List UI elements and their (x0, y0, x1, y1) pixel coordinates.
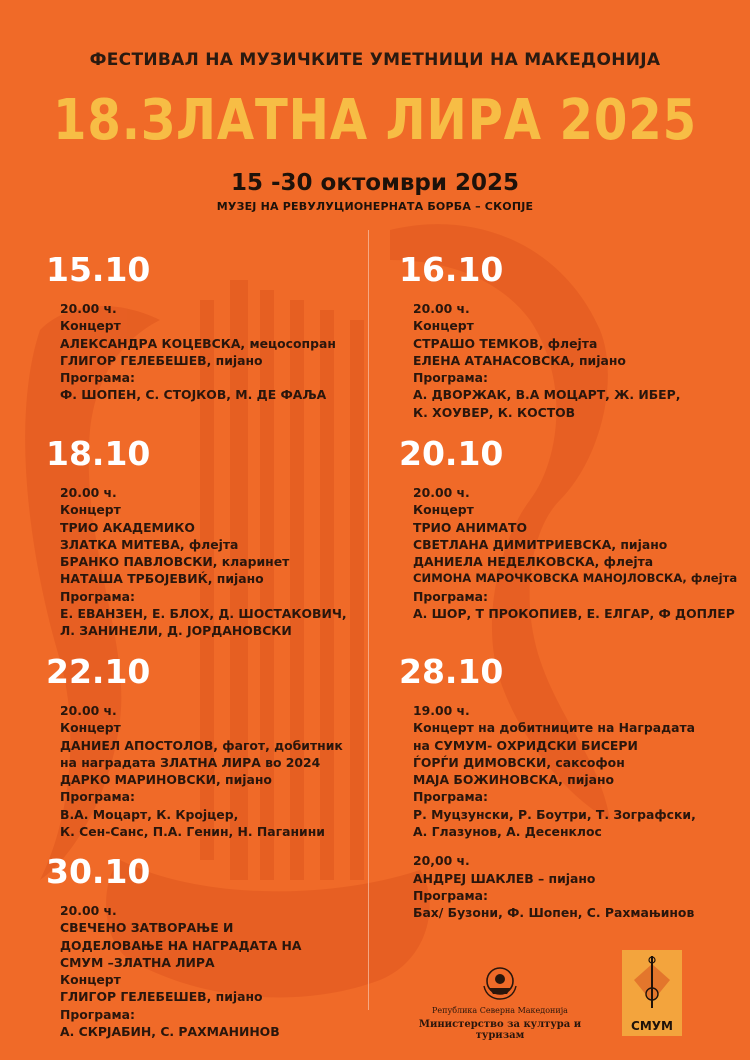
event-line: Концерт (60, 318, 121, 334)
event-20-10 (399, 434, 738, 622)
event-line: Ф. ШОПЕН, С. СТОЈКОВ, М. ДЕ ФАЉА (60, 387, 327, 403)
event-line: Програма: (60, 370, 135, 386)
event-date: 18.10 (46, 434, 151, 473)
event-line: БРАНКО ПАВЛОВСКИ, кларинет (60, 554, 290, 570)
event-line: К. ХОУВЕР, К. КОСТОВ (413, 404, 576, 420)
event-22-10 (46, 652, 343, 840)
republic-label: Република Северна Македонија (432, 1006, 568, 1015)
event-date: 22.10 (46, 652, 151, 691)
event-time: 20.00 ч. (60, 301, 117, 316)
event-date: 16.10 (399, 250, 504, 289)
event-line: Програма: (60, 588, 135, 604)
festival-title: 18.ЗЛАТНА ЛИРА 2025 (52, 88, 698, 153)
event-date: 28.10 (399, 652, 504, 691)
coat-of-arms-icon (480, 966, 520, 1000)
event-line: Програма: (413, 370, 488, 386)
event-date: 15.10 (46, 250, 151, 289)
event-line: Р. Муцзунски, Р. Боутри, Т. Зографски, (413, 806, 696, 822)
event-time: 20,00 ч. (413, 853, 470, 869)
event-line: Е. ЕВАНЗЕН, Е. БЛОХ, Д. ШОСТАКОВИЧ, (60, 606, 347, 622)
event-line: АЛЕКСАНДРА КОЦЕВСКА, мецосопран (60, 335, 336, 351)
event-line: ДОДЕЛОВАЊЕ НА НАГРАДАТА НА (60, 937, 302, 953)
event-line: А. СКРЈАБИН, С. РАХМАНИНОВ (60, 1024, 280, 1040)
event-line: А. Глазунов, А. Десенклос (413, 824, 602, 840)
column-divider (368, 230, 369, 1010)
event-time: 19.00 ч. (413, 703, 470, 718)
event-28-10 (399, 652, 696, 922)
event-line: А. ДВОРЖАК, В.А МОЦАРТ, Ж. ИБЕР, (413, 387, 681, 403)
event-time: 20.00 ч. (413, 485, 470, 500)
event-line: СИМОНА МАРОЧКОВСКА МАНОЈЛОВСКА, флејта (413, 571, 738, 586)
event-time: 20.00 ч. (60, 903, 117, 918)
event-line: ТРИО АКАДЕМИКО (60, 519, 195, 535)
event-18-10 (46, 434, 347, 640)
event-line: на наградата ЗЛАТНА ЛИРА во 2024 (60, 754, 321, 770)
event-16-10 (399, 250, 681, 421)
smum-label: СМУМ (631, 1019, 673, 1033)
event-date: 20.10 (399, 434, 504, 473)
event-line: Програма: (60, 1006, 135, 1022)
event-line: Концерт (60, 502, 121, 518)
event-line: А. ШОР, Т ПРОКОПИЕВ, Е. ЕЛГАР, Ф ДОПЛЕР (413, 606, 735, 622)
event-line: ГЛИГОР ГЕЛЕБЕШЕВ, пијано (60, 352, 263, 368)
event-30-10 (46, 852, 302, 1040)
event-line: АНДРЕЈ ШАКЛЕВ – пијано (413, 870, 596, 886)
event-line: Концерт (60, 720, 121, 736)
festival-subtitle: ФЕСТИВАЛ НА МУЗИЧКИТЕ УМЕТНИЦИ НА МАКЕДОНИЈА (89, 50, 661, 70)
event-line: К. Сен-Санс, П.А. Генин, Н. Паганини (60, 824, 325, 840)
event-line: ЕЛЕНА АТАНАСОВСКА, пијано (413, 352, 626, 368)
event-line: НАТАША ТРБОЈЕВИЌ, пијано (60, 571, 264, 587)
event-15-10 (46, 250, 336, 404)
event-time: 20.00 ч. (60, 485, 117, 500)
ministry-label: Министерство за култура и туризам (418, 1019, 582, 1041)
event-line: Програма: (413, 588, 488, 604)
event-line: ТРИО АНИМАТО (413, 519, 527, 535)
event-line: СМУМ –ЗЛАТНА ЛИРА (60, 954, 215, 970)
event-line: ЗЛАТКА МИТЕВА, флејта (60, 536, 239, 552)
event-line: Концерт на добитниците на Наградата (413, 720, 696, 736)
event-line: Концерт (413, 502, 474, 518)
event-line: Програма: (413, 887, 488, 903)
festival-dates: 15 -30 октомври 2025 (230, 170, 520, 196)
event-line: ДАНИЕЛА НЕДЕЛКОВСКА, флејта (413, 554, 654, 570)
event-time: 20.00 ч. (60, 703, 117, 718)
event-line: Концерт (60, 972, 121, 988)
festival-venue: МУЗЕЈ НА РЕВУЛУЦИОНЕРНАТА БОРБА – СКОПЈЕ (216, 200, 534, 213)
event-line: МАЈА БОЖИНОВСКА, пијано (413, 772, 615, 788)
event-line: Бах/ Бузони, Ф. Шопен, С. Рахмањинов (413, 905, 695, 921)
event-line: СТРАШО ТЕМКОВ, флејта (413, 335, 598, 351)
event-line: Програма: (413, 789, 488, 805)
event-time: 20.00 ч. (413, 301, 470, 316)
ministry-logo (410, 966, 590, 1041)
event-line: на СУМУМ- ОХРИДСКИ БИСЕРИ (413, 737, 638, 753)
event-line: Концерт (413, 318, 474, 334)
event-line: ГЛИГОР ГЕЛЕБЕШЕВ, пијано (60, 989, 263, 1005)
event-line: ЃОРЃИ ДИМОВСКИ, саксофон (413, 754, 625, 770)
event-line: СВЕТЛАНА ДИМИТРИЕВСКА, пијано (413, 536, 668, 552)
event-date: 30.10 (46, 852, 151, 891)
event-line: Програма: (60, 789, 135, 805)
event-line: ДАРКО МАРИНОВСКИ, пијано (60, 772, 272, 788)
event-line: Л. ЗАНИНЕЛИ, Д. ЈОРДАНОВСКИ (60, 623, 292, 639)
event-line: СВЕЧЕНО ЗАТВОРАЊЕ И (60, 920, 234, 936)
event-line: ДАНИЕЛ АПОСТОЛОВ, фагот, добитник (60, 737, 343, 753)
event-line: В.А. Моцарт, К. Кројцер, (60, 806, 239, 822)
